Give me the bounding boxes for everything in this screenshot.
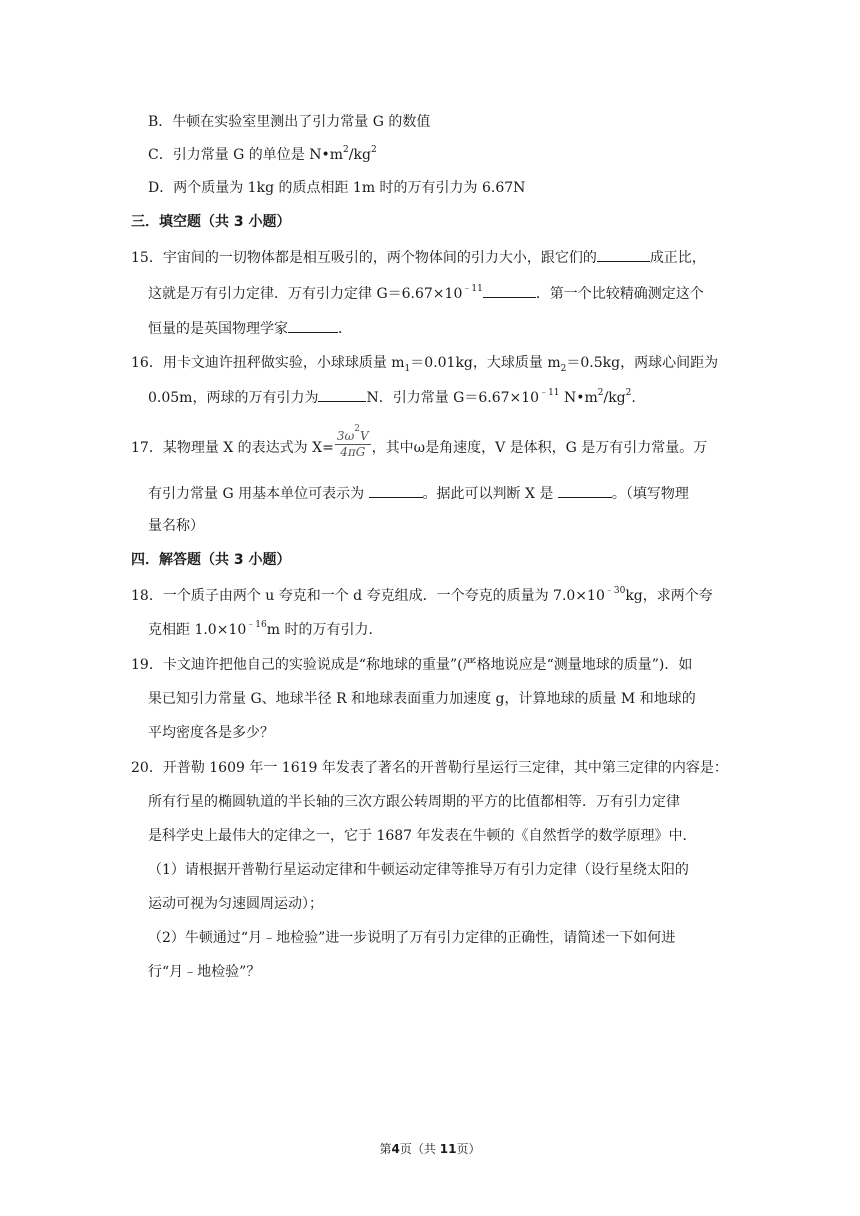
question-15-line-3: 恒量的是英国物理学家 ． <box>148 318 352 338</box>
question-20-part-1: （1）请根据开普勒行星运动定律和牛顿运动定律等推导万有引力定律（设行星绕太阳的 <box>148 862 689 878</box>
option-c: C．引力常量 G 的单位是 $N•m^2/kg^2$ <box>148 145 377 163</box>
question-20-line-3: 是科学史上最伟大的定律之一，它于 1687 年发表在牛顿的《自然哲学的数学原理》中． <box>148 828 697 844</box>
question-20-line-2: 所有行星的椭圆轨道的半长轴的三次方跟公转周期的平方的比值都相等．万有引力定律 <box>148 794 680 810</box>
question-20-part-2: （2）牛顿通过“月﹣地检验”进一步说明了万有引力定律的正确性，请简述一下如何进 <box>148 930 676 946</box>
section-title-fill-in: 三．填空题（共 3 小题） <box>131 214 291 230</box>
answer-blank[interactable] <box>318 387 366 402</box>
question-19-line-2: 果已知引力常量 G、地球半径 R 和地球表面重力加速度 g，计算地球的质量 M 和地球的 <box>148 691 696 707</box>
question-18-line-1: 18．一个质子由两个 u 夸克和一个 d 夸克组成．一个夸克的质量为 $7.0\times 10^{﹣30}kg$，求两个夸 <box>131 586 713 604</box>
page-footer: 第4页（共 11页） <box>379 1142 481 1156</box>
question-19-line-1: 19．卡文迪许把他自己的实验说成是“称地球的重量”(严格地说应是“测量地球的质量”)．如 <box>131 657 693 673</box>
section-title-answer: 四．解答题（共 3 小题） <box>131 552 291 568</box>
question-18-line-2: 克相距 $1.0\times 10^{﹣16}m$ 时的万有引力． <box>148 620 383 638</box>
question-20-part-1-cont: 运动可视为匀速圆周运动）； <box>148 896 323 912</box>
question-16-line-1: 16．用卡文迪许扭秤做实验，小球球质量 $m_1=0.01kg$，大球质量 $m_2=0.5kg$，两球心间距为 <box>131 355 719 374</box>
question-20-part-2-cont: 行“月﹣地检验”？ <box>148 964 261 980</box>
option-d: D．两个质量为 1kg 的质点相距 1m 时的万有引力为 6.67N <box>148 180 526 196</box>
question-16-line-2: 0.05m，两球的万有引力为 N．引力常量 $G=6.67\times 10^{﹣11}$ $N•m^2/kg^2$. <box>148 388 636 406</box>
question-17-line-2: 有引力常量 G 用基本单位可表示为 。据此可以判断 X 是 。（填写物理 <box>148 483 689 503</box>
answer-blank[interactable] <box>558 483 612 498</box>
option-b: B．牛顿在实验室里测出了引力常量 G 的数值 <box>148 114 431 130</box>
question-19-line-3: 平均密度各是多少？ <box>148 725 274 741</box>
answer-blank[interactable] <box>597 247 650 262</box>
question-17-line-1: 17．某物理量 X 的表达式为 X= $\frac{3\omega^2V}{4\pi G}$ ，其中ω是角速度，V 是体积，G 是万有引力常量。万 <box>131 424 708 459</box>
answer-blank[interactable] <box>369 483 423 498</box>
question-15-line-1: 15．宇宙间的一切物体都是相互吸引的，两个物体间的引力大小，跟它们的 成正比， <box>131 247 706 267</box>
question-20-line-1: 20．开普勒 1609 年一 1619 年发表了著名的开普勒行星运行三定律，其中第三定律的内容是： <box>131 760 728 776</box>
answer-blank[interactable] <box>288 318 338 333</box>
question-15-line-2: 这就是万有引力定律．万有引力定律 $G=6.67\times 10^{﹣11}$ ．第一个比较精确测定这个 <box>148 284 704 302</box>
answer-blank[interactable] <box>483 283 536 298</box>
question-17-line-3: 量名称） <box>148 518 204 534</box>
formula-fraction: $\frac{3\omega^2V}{4\pi G}$ <box>336 424 369 459</box>
